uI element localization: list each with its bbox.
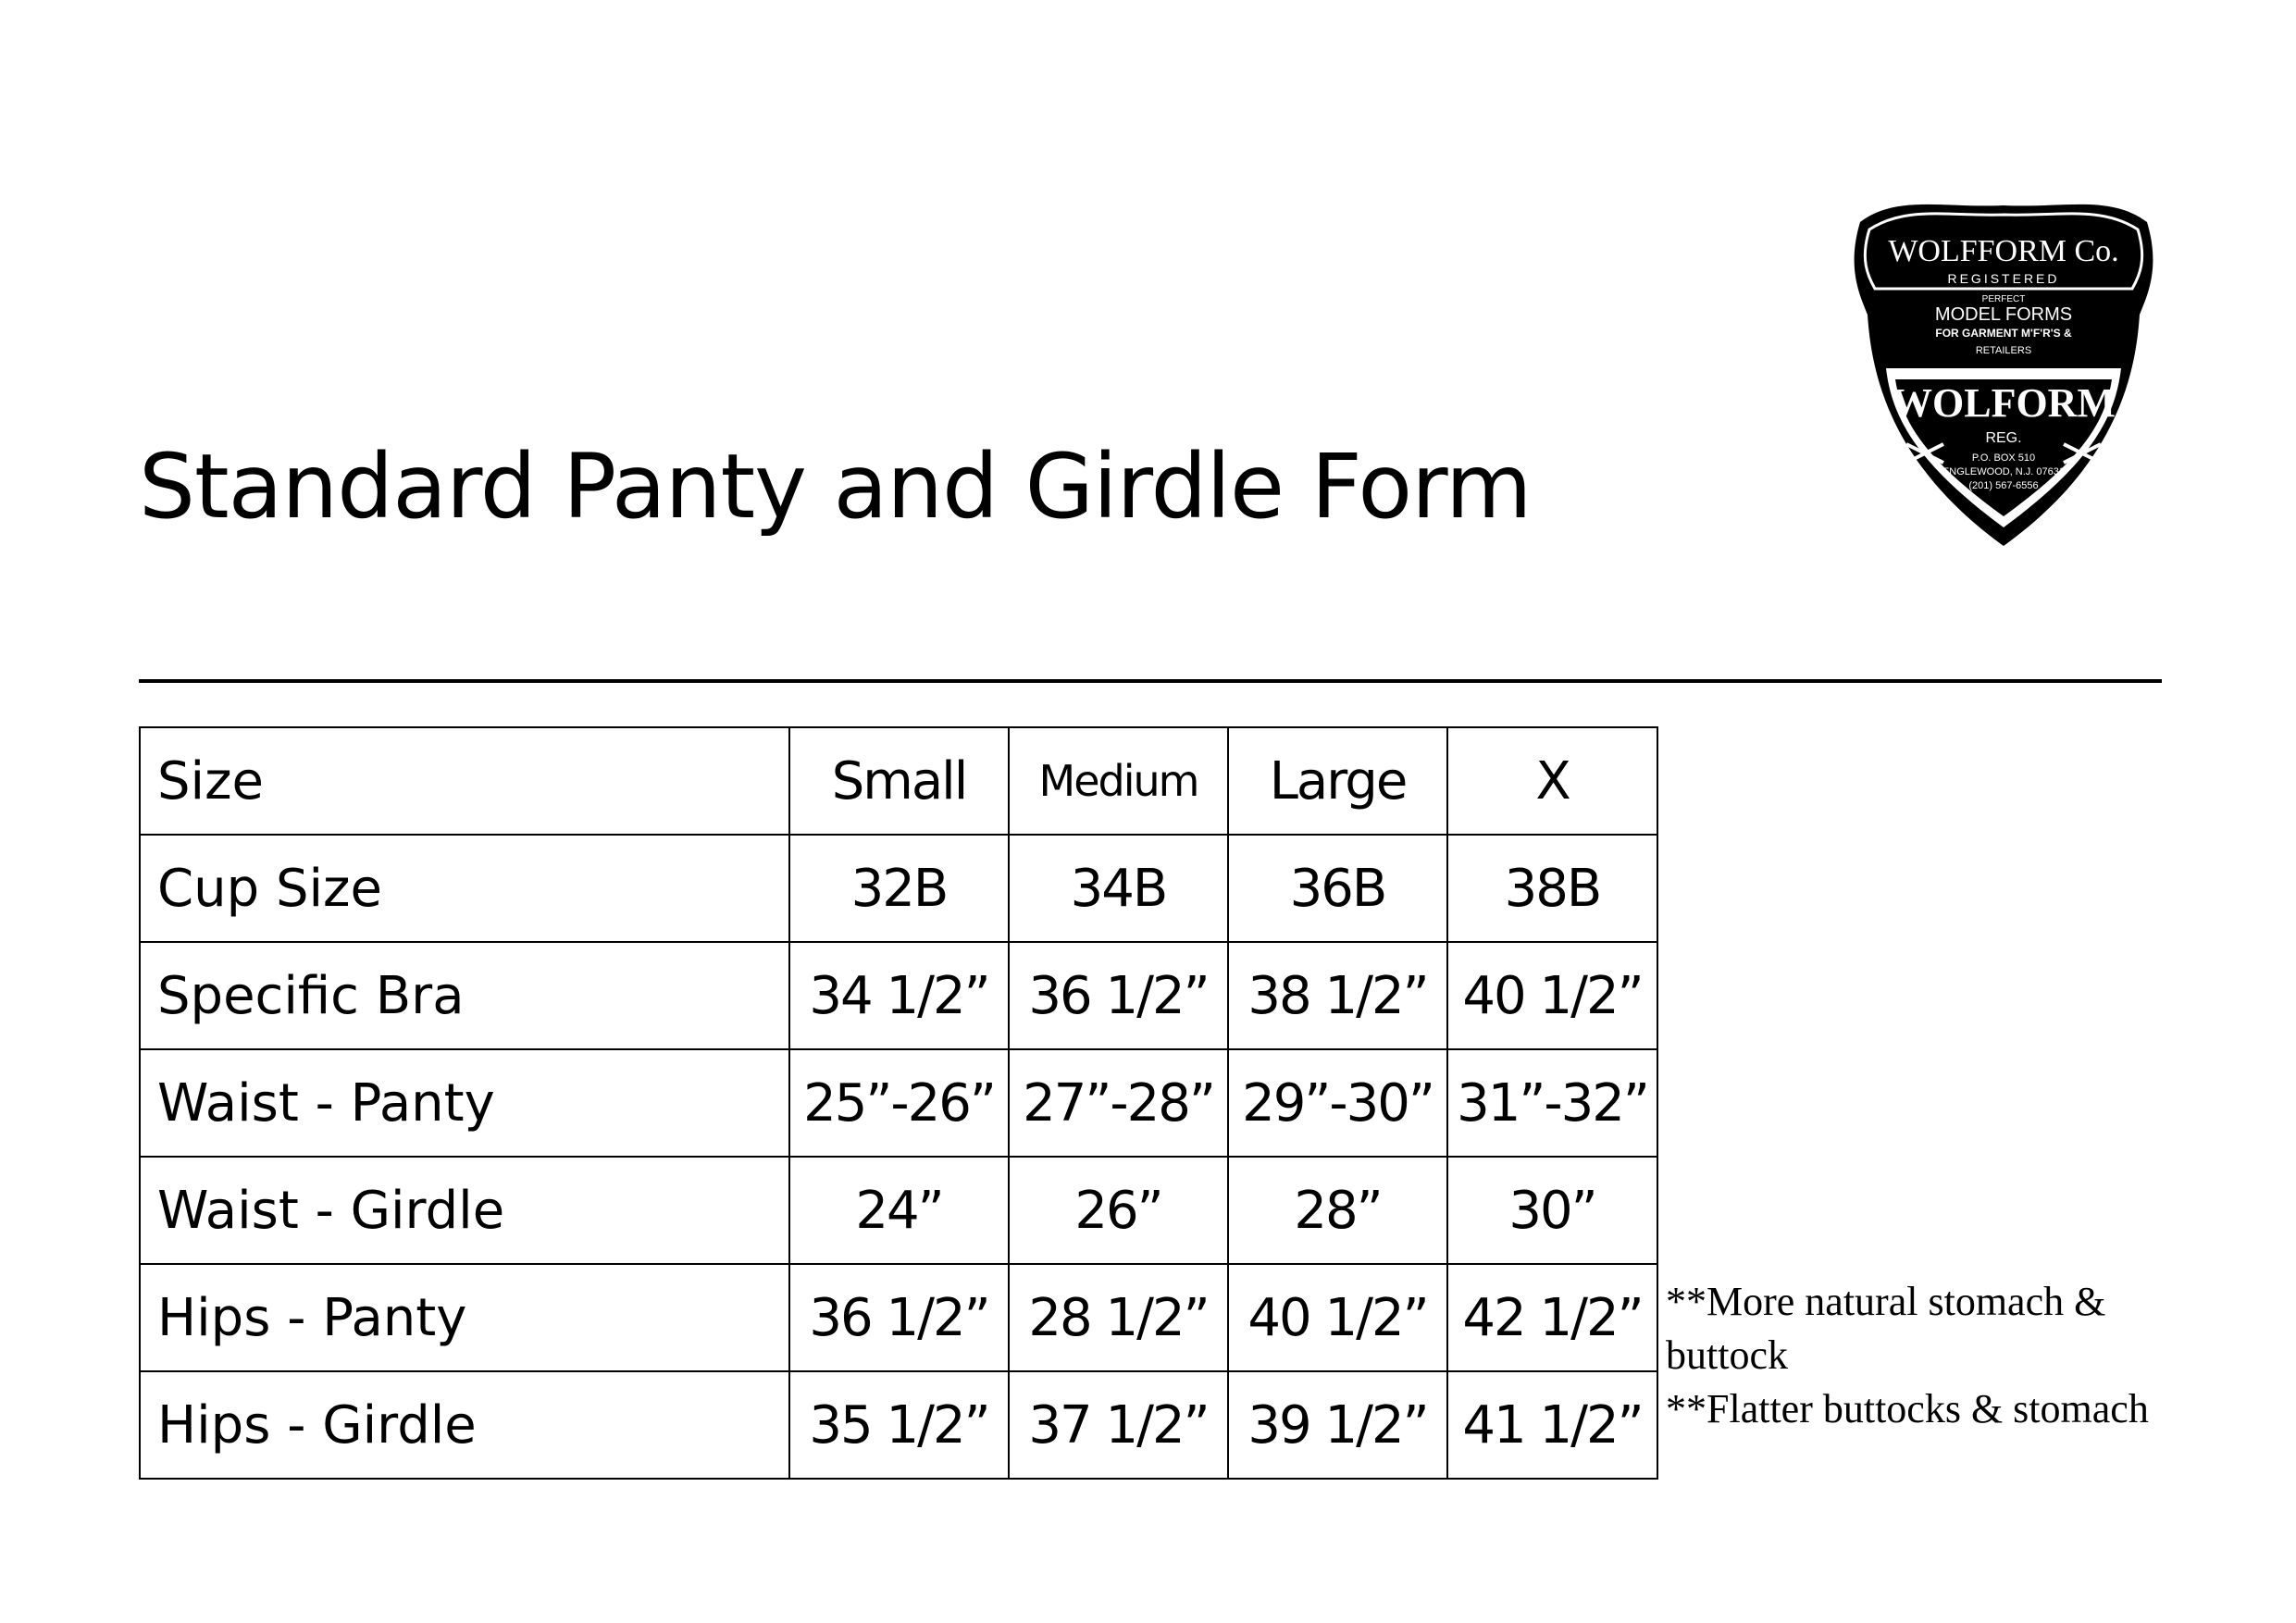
- row-label: Specific Bra: [140, 942, 789, 1049]
- table-cell: 29”-30”: [1228, 1049, 1447, 1157]
- size-chart-table: [139, 726, 1658, 1480]
- footnote-panty: **More natural stomach & buttock: [1666, 1279, 2106, 1378]
- cell-large: Large: [1228, 727, 1447, 835]
- logo-for-line-text: FOR GARMENT M'F'R'S &: [1935, 327, 2072, 340]
- cell-medium: Medium: [1009, 727, 1228, 835]
- logo-phone-text: (201) 567-6556: [1968, 480, 2039, 491]
- table-cell: 36 1/2”: [789, 1264, 1009, 1371]
- row-label: Waist - Girdle: [140, 1157, 789, 1264]
- logo-reg-text: REG.: [1985, 430, 2022, 446]
- title-divider: [139, 679, 2162, 683]
- table-cell: 41 1/2”: [1447, 1371, 1657, 1479]
- table-row-cup-size: [140, 835, 1657, 942]
- table-cell: 39 1/2”: [1228, 1371, 1447, 1479]
- logo-retailers-text: RETAILERS: [1975, 345, 2032, 356]
- table-cell: 28”: [1228, 1157, 1447, 1264]
- cell-x: X: [1447, 727, 1657, 835]
- logo-brand-text: WOLFORM: [1892, 380, 2116, 426]
- table-cell: 37 1/2”: [1009, 1371, 1228, 1479]
- logo-company-text: WOLFFORM Co.: [1888, 234, 2119, 268]
- table-cell: 40 1/2”: [1228, 1264, 1447, 1371]
- row-label: Size: [140, 727, 789, 835]
- logo-model-forms-text: MODEL FORMS: [1934, 304, 2073, 325]
- logo-address2-text: ENGLEWOOD, N.J. 07631: [1942, 466, 2066, 477]
- table-cell: 36B: [1228, 835, 1447, 942]
- row-label: Hips - Panty: [140, 1264, 789, 1371]
- footnote-girdle: **Flatter buttocks & stomach: [1666, 1386, 2149, 1431]
- page-title: Standard Panty and Girdle Form: [139, 435, 1532, 539]
- table-cell: 31”-32”: [1447, 1049, 1657, 1157]
- table-row-hips-panty: [140, 1264, 1657, 1371]
- row-label: Hips - Girdle: [140, 1371, 789, 1479]
- table-cell: 42 1/2”: [1447, 1264, 1657, 1371]
- table-row-waist-girdle: [140, 1157, 1657, 1264]
- wolfform-shield-logo: [1842, 185, 2166, 555]
- table-row-size: [140, 727, 1657, 835]
- table-cell: 32B: [789, 835, 1009, 942]
- table-row-specific-bra: [140, 942, 1657, 1049]
- table-cell: 38B: [1447, 835, 1657, 942]
- table-cell: 25”-26”: [789, 1049, 1009, 1157]
- table-cell: 27”-28”: [1009, 1049, 1228, 1157]
- table-cell: 40 1/2”: [1447, 942, 1657, 1049]
- table-cell: 34B: [1009, 835, 1228, 942]
- table-cell: 28 1/2”: [1009, 1264, 1228, 1371]
- logo-address1-text: P.O. BOX 510: [1971, 452, 2036, 464]
- table-cell: 30”: [1447, 1157, 1657, 1264]
- logo-perfect-text: PERFECT: [1981, 294, 2026, 304]
- row-label: Cup Size: [140, 835, 789, 942]
- table-cell: 34 1/2”: [789, 942, 1009, 1049]
- table-row-hips-girdle: [140, 1371, 1657, 1479]
- table-cell: 38 1/2”: [1228, 942, 1447, 1049]
- table-cell: 24”: [789, 1157, 1009, 1264]
- row-label: Waist - Panty: [140, 1049, 789, 1157]
- cell-small: Small: [789, 727, 1009, 835]
- logo-registered-text: REGISTERED: [1947, 271, 2060, 286]
- table-cell: 36 1/2”: [1009, 942, 1228, 1049]
- footnotes: [1666, 1275, 2184, 1436]
- table-cell: 35 1/2”: [789, 1371, 1009, 1479]
- table-cell: 26”: [1009, 1157, 1228, 1264]
- table-row-waist-panty: [140, 1049, 1657, 1157]
